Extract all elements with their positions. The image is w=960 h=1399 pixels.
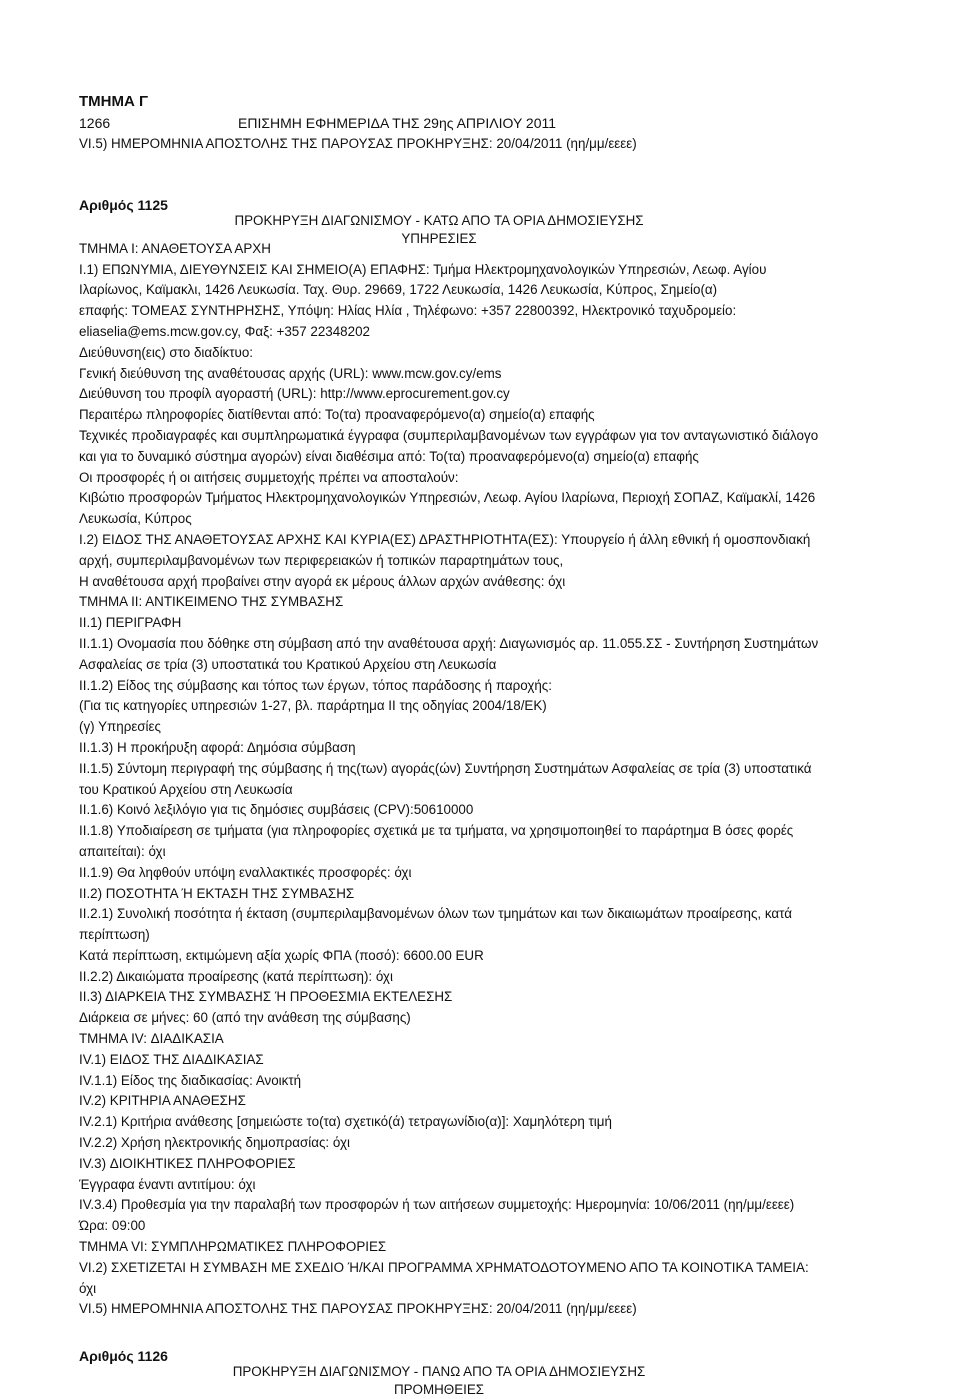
text-line: VI.2) ΣΧΕΤΙΖΕΤΑΙ Η ΣΥΜΒΑΣΗ ΜΕ ΣΧΕΔΙΟ Ή/ΚΑΙ ΠΡΟΓΡΑΜΜΑ ΧΡΗΜΑΤΟΔΟΤΟΥΜΕΝΟ ΑΠΟ ΤΑ ΚΟΙΝΟΤΙΚΑ ΤΑΜΕΙΑ: [79,1259,809,1275]
text-line: eliaselia@ems.mcw.gov.cy, Φαξ: +357 22348202 [79,323,370,339]
notice-number: Αριθμός 1126 [79,1348,168,1365]
text-line: Ι.1) ΕΠΩΝΥΜΙΑ, ΔΙΕΥΘΥΝΣΕΙΣ ΚΑΙ ΣΗΜΕΙΟ(Α) ΕΠΑΦΗΣ: Τμήμα Ηλεκτρομηχανολογικών Υπηρεσιών, Λεωφ. Αγίου [79,261,767,277]
text-line: Η αναθέτουσα αρχή προβαίνει στην αγορά εκ μέρους άλλων αρχών ανάθεσης: όχι [79,573,566,589]
text-line: ΙΙ.2.1) Συνολική ποσότητα ή έκταση (συμπεριλαμβανομένων όλων των τμημάτων και των δικαιωμάτων προαίρεσης, κατά [79,906,792,922]
text-line: ΙΙ.1) ΠΕΡΙΓΡΑΦΗ [79,615,182,631]
text-line: αρχή, συμπεριλαμβανομένων των περιφερειακών ή τοπικών παραρτημάτων τους, [79,552,564,568]
notice-title-type: ΠΡΟΜΗΘΕΙΕΣ [393,1382,485,1398]
text-line: Διεύθυνση του προφίλ αγοραστή (URL): http://www.eprocurement.gov.cy [79,386,510,402]
text-line: ΙΙ.1.1) Ονομασία που δόθηκε στη σύμβαση από την αναθέτουσα αρχή: Διαγωνισμός αρ. 11.055.ΣΣ - Συντήρηση Συστημάτων [79,635,819,651]
text-line: ΙΙ.1.6) Κοινό λεξιλόγιο για τις δημόσιες συμβάσεις (CPV):50610000 [79,802,474,818]
text-line: Λευκωσία, Κύπρος [79,511,192,527]
text-line: IV.2.1) Κριτήρια ανάθεσης [σημειώστε το(τα) σχετικό(ά) τετραγωνίδιο(α)]: Χαμηλότερη τιμή [79,1114,612,1130]
text-line: VI.5) ΗΜΕΡΟΜΗΝΙΑ ΑΠΟΣΤΟΛΗΣ ΤΗΣ ΠΑΡΟΥΣΑΣ ΠΡΟΚΗΡΥΞΗΣ: 20/04/2011 (ηη/μμ/εεεε) [79,1301,637,1317]
text-line: IV.3.4) Προθεσμία για την παραλαβή των προσφορών ή των αιτήσεων συμμετοχής: Ημερομηνία: 10/06/2011 (ηη/μμ/εεεε) [79,1197,795,1213]
text-line: Κιβώτιο προσφορών Τμήματος Ηλεκτρομηχανολογικών Υπηρεσιών, Λεωφ. Αγίου Ιλαρίωνα, Περιοχή ΣΟΠΑΖ, Καϊμακλί, 1426 [79,490,816,506]
text-line: ΤΜΗΜΑ Ι: ΑΝΑΘΕΤΟΥΣΑ ΑΡΧΗ [79,240,271,256]
gazette-page [79,92,899,1398]
page-header [79,112,899,134]
gazette-title: ΕΠΙΣΗΜΗ ΕΦΗΜΕΡΙΔΑ ΤΗΣ 29ης ΑΠΡΙΛΙΟΥ 2011 [238,115,557,131]
text-line: Κατά περίπτωση, εκτιμώμενη αξία χωρίς ΦΠΑ (ποσό): 6600.00 EUR [79,947,484,963]
text-line: IV.1) ΕΙΔΟΣ ΤΗΣ ΔΙΑΔΙΚΑΣΙΑΣ [79,1051,264,1067]
text-line: Ιλαρίωνος, Καϊμακλι, 1426 Λευκωσία. Ταχ. Θυρ. 29669, 1722 Λευκωσία, 1426 Λευκωσία, Κύπρος, Σημείο(α) [79,282,718,298]
text-line: (γ) Υπηρεσίες [79,719,161,735]
notice-body [79,239,899,1320]
notice-title-type: ΥΠΗΡΕΣΙΕΣ [401,230,477,246]
text-line: ΙΙ.1.9) Θα ληφθούν υπόψη εναλλακτικές προσφορές: όχι [79,864,412,880]
text-line: επαφής: ΤΟΜΕΑΣ ΣΥΝΤΗΡΗΣΗΣ, Υπόψη: Ηλίας Ηλία , Τηλέφωνο: +357 22800392, Ηλεκτρονικό ταχυδρομείο: [79,303,737,319]
text-line: ΤΜΗΜΑ ΙΙ: ΑΝΤΙΚΕΙΜΕΝΟ ΤΗΣ ΣΥΜΒΑΣΗΣ [79,594,344,610]
notice-title [229,212,649,248]
text-line: απαιτείται): όχι [79,843,166,859]
text-line: ΙΙ.1.3) Η προκήρυξη αφορά: Δημόσια σύμβαση [79,739,356,755]
notice-title-line: ΠΡΟΚΗΡΥΞΗ ΔΙΑΓΩΝΙΣΜΟΥ - ΠΑΝΩ ΑΠΟ ΤΑ ΟΡΙΑ ΔΗΜΟΣΙΕΥΣΗΣ [232,1364,646,1380]
notice-number: Αριθμός 1125 [79,196,168,213]
text-line: (Για τις κατηγορίες υπηρεσιών 1-27, βλ. παράρτημα ΙΙ της οδηγίας 2004/18/ΕΚ) [79,698,547,714]
text-line: IV.1.1) Είδος της διαδικασίας: Ανοικτή [79,1072,302,1088]
notice-title [229,1363,649,1399]
text-line: Διάρκεια σε μήνες: 60 (από την ανάθεση της σύμβασης) [79,1010,411,1026]
text-line: Διεύθυνση(εις) στο διαδίκτυο: [79,344,254,360]
notice-heading-1126 [79,1348,899,1398]
text-line: ΤΜΗΜΑ IV: ΔΙΑΔΙΚΑΣΙΑ [79,1031,224,1047]
text-line: Ώρα: 09:00 [79,1218,146,1234]
text-line: Τεχνικές προδιαγραφές και συμπληρωματικά έγγραφα (συμπεριλαμβανομένων των εγγράφων για τον ανταγωνιστικό διάλογο [79,427,819,443]
text-line: ΙΙ.1.5) Σύντομη περιγραφή της σύμβασης ή της(των) αγοράς(ών) Συντήρηση Συστημάτων Ασφαλείας σε τρία (3) υποστατικά [79,760,812,776]
text-line: ΤΜΗΜΑ VI: ΣΥΜΠΛΗΡΩΜΑΤΙΚΕΣ ΠΛΗΡΟΦΟΡΙΕΣ [79,1239,387,1255]
text-line: IV.2) ΚΡΙΤΗΡΙΑ ΑΝΑΘΕΣΗΣ [79,1093,246,1109]
text-line: όχι [79,1280,97,1296]
text-line: ΙΙ.1.2) Είδος της σύμβασης και τόπος των έργων, τόπος παράδοσης ή παροχής: [79,677,552,693]
text-line: ΙΙ.2) ΠΟΣΟΤΗΤΑ Ή ΕΚΤΑΣΗ ΤΗΣ ΣΥΜΒΑΣΗΣ [79,885,355,901]
text-line: Οι προσφορές ή οι αιτήσεις συμμετοχής πρέπει να αποσταλούν: [79,469,459,485]
text-line: Ι.2) ΕΙΔΟΣ ΤΗΣ ΑΝΑΘΕΤΟΥΣΑΣ ΑΡΧΗΣ ΚΑΙ ΚΥΡΙΑ(ΕΣ) ΔΡΑΣΤΗΡΙΟΤΗΤΑ(ΕΣ): Υπουργείο ή άλλη εθνική ή ομοσπονδιακή [79,531,811,547]
notice-heading-1125 [79,196,899,246]
text-line: Γενική διεύθυνση της αναθέτουσας αρχής (URL): www.mcw.gov.cy/ems [79,365,502,381]
text-line: περίπτωση) [79,927,150,943]
text-line: ΙΙ.2.2) Δικαιώματα προαίρεσης (κατά περίπτωση): όχι [79,968,393,984]
text-line: Έγγραφα έναντι αντιτίμου: όχι [79,1176,256,1192]
text-line: Περαιτέρω πληροφορίες διατίθενται από: Το(τα) προαναφερόμενο(α) σημείο(α) επαφής [79,407,595,423]
text-line: IV.3) ΔΙΟΙΚΗΤΙΚΕΣ ΠΛΗΡΟΦΟΡΙΕΣ [79,1155,296,1171]
text-line: Ασφαλείας σε τρία (3) υποστατικά του Κρατικού Αρχείου στη Λευκωσία [79,656,497,672]
text-line: IV.2.2) Χρήση ηλεκτρονικής δημοπρασίας: όχι [79,1135,350,1151]
top-date-line: VI.5) ΗΜΕΡΟΜΗΝΙΑ ΑΠΟΣΤΟΛΗΣ ΤΗΣ ΠΑΡΟΥΣΑΣ ΠΡΟΚΗΡΥΞΗΣ: 20/04/2011 (ηη/μμ/εεεε) [79,136,637,151]
text-line: ΙΙ.3) ΔΙΑΡΚΕΙΑ ΤΗΣ ΣΥΜΒΑΣΗΣ Ή ΠΡΟΘΕΣΜΙΑ ΕΚΤΕΛΕΣΗΣ [79,989,453,1005]
text-line: του Κρατικού Αρχείου στη Λευκωσία [79,781,293,797]
notice-title-line: ΠΡΟΚΗΡΥΞΗ ΔΙΑΓΩΝΙΣΜΟΥ - ΚΑΤΩ ΑΠΟ ΤΑ ΟΡΙΑ ΔΗΜΟΣΙΕΥΣΗΣ [234,212,644,228]
text-line: και για το δυναμικό σύστημα αγορών) είναι διαθέσιμα από: Το(τα) προαναφερόμενο(α) σημείο(α) επαφής [79,448,699,464]
section-label: ΤΜΗΜΑ Γ [79,93,149,110]
page-number: 1266 [79,115,111,131]
text-line: ΙΙ.1.8) Υποδιαίρεση σε τμήματα (για πληροφορίες σχετικά με τα τμήματα, να χρησιμοποιηθεί το παράρτημα Β όσες φορές [79,823,794,839]
